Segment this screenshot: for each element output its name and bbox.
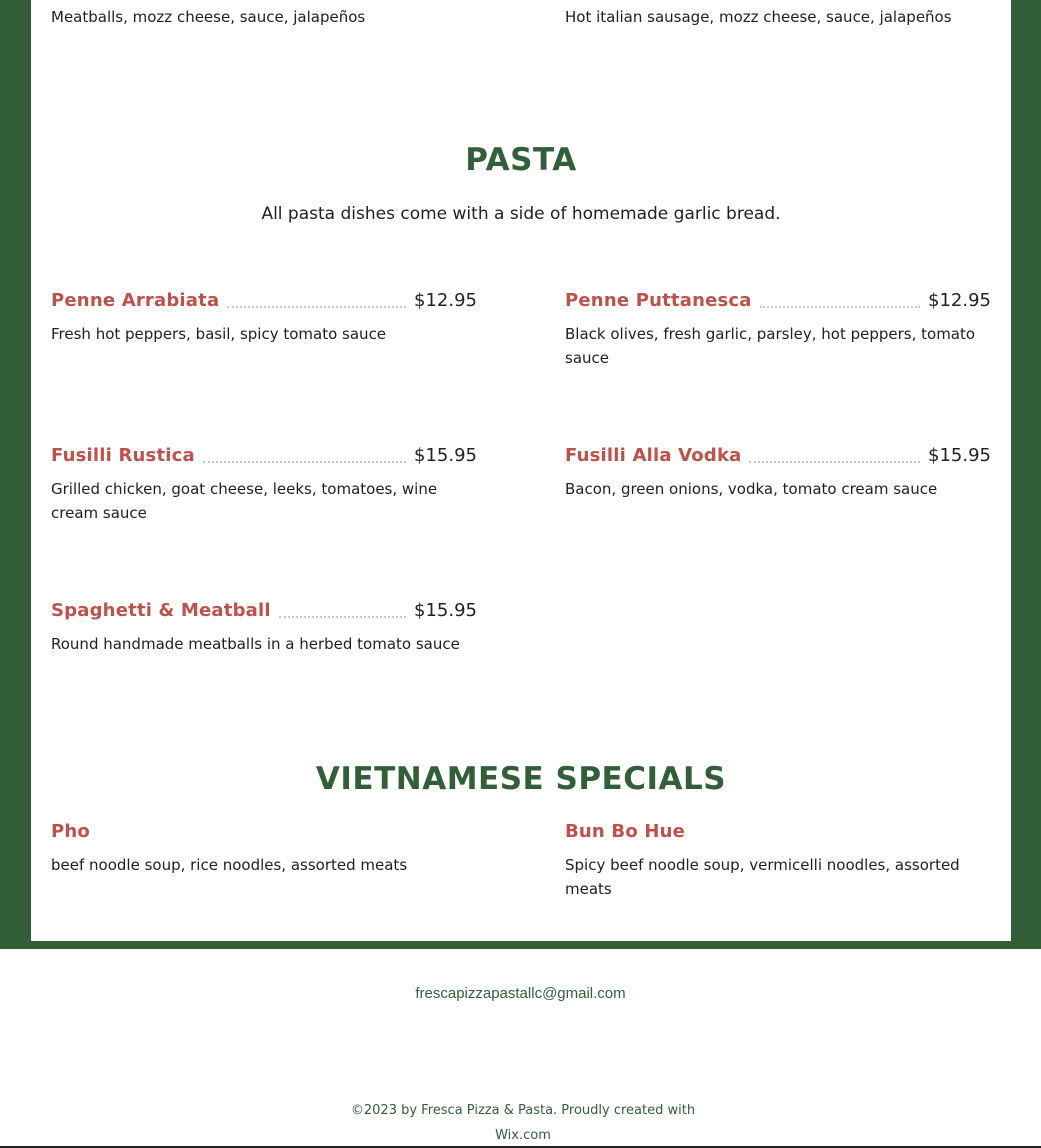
item-description: beef noodle soup, rice noodles, assorted meats xyxy=(51,856,408,874)
menu-item xyxy=(565,441,991,501)
item-name: Bun Bo Hue xyxy=(565,821,686,842)
menu-item xyxy=(51,286,477,346)
item-price: $15.95 xyxy=(928,445,991,466)
contact-email-link[interactable]: frescapizzapastallc@gmail.com xyxy=(415,985,626,1002)
item-description: Grilled chicken, goat cheese, leeks, tomatoes, wine cream sauce xyxy=(51,480,438,522)
menu-item xyxy=(565,817,991,901)
item-name: Spaghetti & Meatball xyxy=(51,600,271,621)
wix-link[interactable]: Wix.com xyxy=(495,1128,551,1143)
dotted-leader xyxy=(749,460,920,463)
clipped-item-header-left xyxy=(51,0,431,2)
footer-copyright xyxy=(340,1098,706,1148)
section-title-pasta: PASTA xyxy=(465,142,577,178)
item-name: Penne Arrabiata xyxy=(51,290,220,311)
dotted-leader xyxy=(760,305,920,308)
dotted-leader xyxy=(227,305,406,308)
item-name: Penne Puttanesca xyxy=(565,290,752,311)
pizza-item-description: Hot italian sausage, mozz cheese, sauce, jalapeños xyxy=(565,8,952,26)
item-description: Spicy beef noodle soup, vermicelli noodles, assorted meats xyxy=(565,856,960,898)
item-description: Round handmade meatballs in a herbed tomato sauce xyxy=(51,635,460,653)
copyright-text: ©2023 by Fresca Pizza & Pasta. Proudly created with xyxy=(350,1103,696,1118)
menu-panel xyxy=(31,0,1011,941)
item-description: Black olives, fresh garlic, parsley, hot peppers, tomato sauce xyxy=(565,325,976,367)
pizza-item-description: Meatballs, mozz cheese, sauce, jalapeños xyxy=(51,8,366,26)
menu-item xyxy=(565,286,991,370)
menu-item xyxy=(51,596,477,656)
section-subtitle-pasta: All pasta dishes come with a side of homemade garlic bread. xyxy=(261,204,781,224)
item-description: Fresh hot peppers, basil, spicy tomato sauce xyxy=(51,325,387,343)
item-name: Fusilli Alla Vodka xyxy=(565,445,742,466)
dotted-leader xyxy=(279,615,406,618)
item-description: Bacon, green onions, vodka, tomato cream sauce xyxy=(565,480,938,498)
menu-item xyxy=(51,817,477,877)
item-price: $15.95 xyxy=(414,600,477,621)
item-price: $12.95 xyxy=(414,290,477,311)
item-name: Fusilli Rustica xyxy=(51,445,195,466)
item-name: Pho xyxy=(51,821,90,842)
item-price: $12.95 xyxy=(928,290,991,311)
item-price: $15.95 xyxy=(414,445,477,466)
section-title-vietnamese: VIETNAMESE SPECIALS xyxy=(315,761,727,797)
dotted-leader xyxy=(203,460,406,463)
clipped-item-header-right xyxy=(565,0,945,2)
menu-item xyxy=(51,441,477,525)
